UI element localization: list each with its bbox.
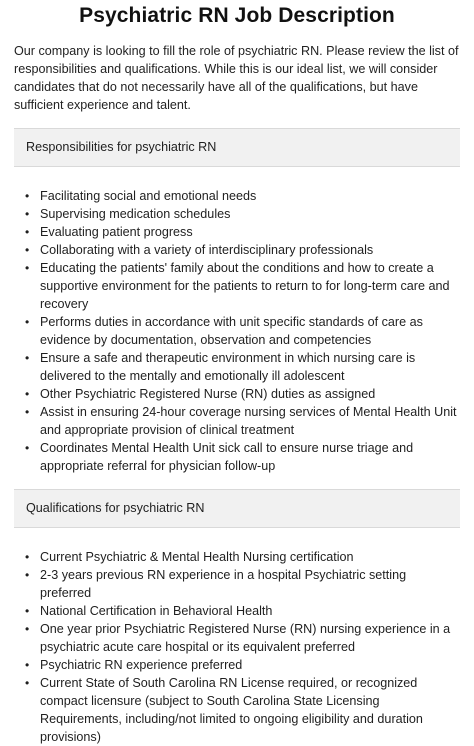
list-item bbox=[14, 602, 460, 620]
list-item-text: 2-3 years previous RN experience in a hospital Psychiatric setting preferred bbox=[40, 568, 407, 600]
bullet-icon: • bbox=[25, 207, 30, 221]
list-item-text: Assist in ensuring 24-hour coverage nursing services of Mental Health Unit and appropriate provision of clinical treatment bbox=[40, 405, 457, 437]
list-item bbox=[14, 385, 460, 403]
list-item bbox=[14, 620, 460, 656]
list-item-text: Other Psychiatric Registered Nurse (RN) duties as assigned bbox=[40, 387, 376, 401]
list-item-text: Educating the patients' family about the conditions and how to create a supportive environment for the patients to return to for long-term care and recovery bbox=[40, 261, 450, 311]
bullet-icon: • bbox=[25, 658, 30, 672]
list-item bbox=[14, 656, 460, 674]
list-item-text: Collaborating with a variety of interdisciplinary professionals bbox=[40, 243, 374, 257]
bullet-icon: • bbox=[25, 550, 30, 564]
list-item bbox=[14, 349, 460, 385]
list-item bbox=[14, 439, 460, 475]
bullet-icon: • bbox=[25, 405, 30, 419]
list-item-text: Current Psychiatric & Mental Health Nursing certification bbox=[40, 550, 354, 564]
list-item bbox=[14, 548, 460, 566]
bullet-icon: • bbox=[25, 189, 30, 203]
bullet-icon: • bbox=[25, 315, 30, 329]
list-item-text: Psychiatric RN experience preferred bbox=[40, 658, 243, 672]
page-title: Psychiatric RN Job Description bbox=[79, 4, 395, 27]
qualifications-heading: Qualifications for psychiatric RN bbox=[14, 489, 460, 528]
list-item bbox=[14, 674, 460, 746]
list-item bbox=[14, 241, 460, 259]
bullet-icon: • bbox=[25, 441, 30, 455]
list-item-text: Evaluating patient progress bbox=[40, 225, 193, 239]
list-item bbox=[14, 223, 460, 241]
list-item-text: Current State of South Carolina RN License required, or recognized compact licensure (subject to South Carolina State Licensing Requirements, including/not limited to ongoing eligibility and duration provisions) bbox=[40, 676, 423, 744]
bullet-icon: • bbox=[25, 622, 30, 636]
bullet-icon: • bbox=[25, 261, 30, 275]
bullet-icon: • bbox=[25, 676, 30, 690]
qualifications-list bbox=[14, 548, 460, 746]
list-item-text: Supervising medication schedules bbox=[40, 207, 231, 221]
list-item bbox=[14, 313, 460, 349]
list-item bbox=[14, 403, 460, 439]
list-item bbox=[14, 259, 460, 313]
bullet-icon: • bbox=[25, 387, 30, 401]
bullet-icon: • bbox=[25, 568, 30, 582]
list-item-text: One year prior Psychiatric Registered Nurse (RN) nursing experience in a psychiatric acute care hospital or its equivalent preferred bbox=[40, 622, 451, 654]
list-item-text: Performs duties in accordance with unit specific standards of care as evidence by documentation, observation and competencies bbox=[40, 315, 423, 347]
bullet-icon: • bbox=[25, 604, 30, 618]
list-item-text: National Certification in Behavioral Health bbox=[40, 604, 273, 618]
list-item bbox=[14, 205, 460, 223]
list-item bbox=[14, 187, 460, 205]
responsibilities-list bbox=[14, 187, 460, 475]
list-item-text: Coordinates Mental Health Unit sick call to ensure nurse triage and appropriate referral for physician follow-up bbox=[40, 441, 414, 473]
bullet-icon: • bbox=[25, 243, 30, 257]
responsibilities-heading: Responsibilities for psychiatric RN bbox=[14, 128, 460, 167]
list-item-text: Facilitating social and emotional needs bbox=[40, 189, 257, 203]
bullet-icon: • bbox=[25, 351, 30, 365]
list-item bbox=[14, 566, 460, 602]
list-item-text: Ensure a safe and therapeutic environment in which nursing care is delivered to the mentally and emotionally ill adolescent bbox=[40, 351, 416, 383]
intro-paragraph: Our company is looking to fill the role of psychiatric RN. Please review the list of responsibilities and qualifications. While this is our ideal list, we will consider candidates that do not necessarily have all of the qualifications, but have sufficient experience and talent. bbox=[14, 44, 459, 112]
bullet-icon: • bbox=[25, 225, 30, 239]
